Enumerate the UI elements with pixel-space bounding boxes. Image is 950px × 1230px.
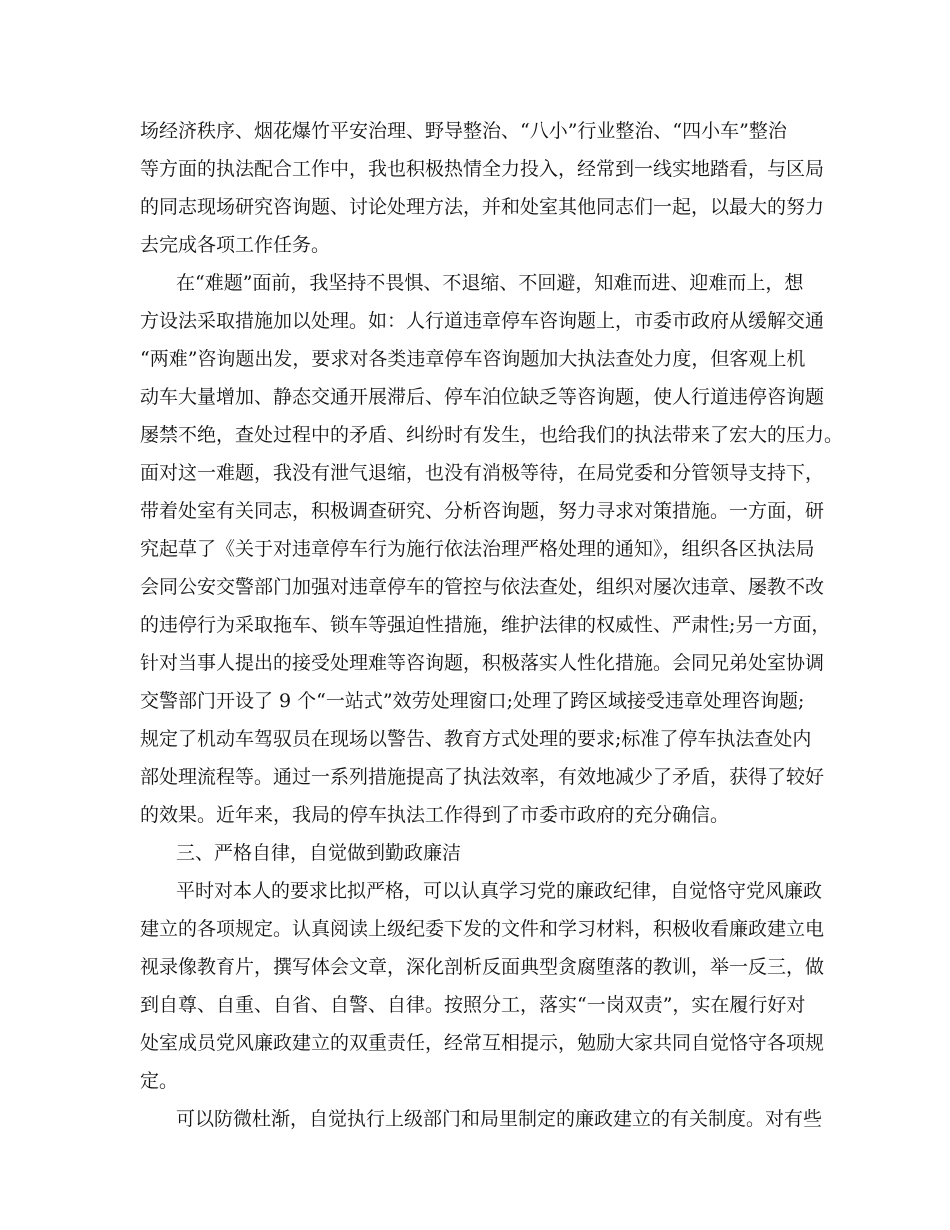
text-line: 屡禁不绝，查处过程中的矛盾、纠纷时有发生，也给我们的执法带来了宏大的压力。 [140,424,844,446]
text-line: 部处理流程等。通过一系列措施提高了执法效率，有效地减少了矛盾，获得了较好 [140,766,825,788]
text-line: 规定了机动车驾驭员在现场以警告、教育方式处理的要求;标准了停车执法查处内 [140,728,812,750]
text-line: 究起草了《关于对违章停车行为施行依法治理严格处理的通知》，组织各区执法局 [140,538,815,560]
paragraph-first-line: 可以防微杜渐，自觉执行上级部门和局里制定的廉政建立的有关制度。对有些 [176,1108,823,1130]
text-line: 场经济秩序、烟花爆竹平安治理、野导整治、“八小”行业整治、“四小车”整治 [140,120,787,142]
text-line: 面对这一难题，我没有泄气退缩，也没有消极等待，在局党委和分管领导支持下， [140,462,825,484]
text-line: 去完成各项工作任务。 [140,234,331,256]
paragraph-first-line: 平时对本人的要求比拟严格，可以认真学习党的廉政纪律，自觉恪守党风廉政 [176,880,823,902]
text-line: 的同志现场研究咨询题、讨论处理方法，并和处室其他同志们一起，以最大的努力 [140,196,825,218]
text-line: 针对当事人提出的接受处理难等咨询题，积极落实人性化措施。会同兄弟处室协调 [140,652,825,674]
text-line: 的违停行为采取拖车、锁车等强迫性措施，维护法律的权威性、严肃性;另一方面， [140,614,831,636]
text-line: 建立的各项规定。认真阅读上级纪委下发的文件和学习材料，积极收看廉政建立电 [140,918,825,940]
text-line: 处室成员党风廉政建立的双重责任，经常互相提示，勉励大家共同自觉恪守各项规 [140,1032,825,1054]
section-heading: 三、严格自律，自觉做到勤政廉洁 [176,842,462,864]
text-line: 方设法采取措施加以处理。如：人行道违章停车咨询题上，市委市政府从缓解交通 [140,310,825,332]
text-line: 会同公安交警部门加强对违章停车的管控与依法查处，组织对屡次违章、屡教不改 [140,576,825,598]
text-line: 到自尊、自重、自省、自警、自律。按照分工，落实“一岗双责”，实在履行好对 [140,994,806,1016]
text-line: 定。 [140,1070,179,1092]
text-line: 带着处室有关同志，积极调查研究、分析咨询题，努力寻求对策措施。一方面，研 [140,500,825,522]
text-line: 等方面的执法配合工作中，我也积极热情全力投入，经常到一线实地踏看，与区局 [140,158,825,180]
text-line: 视录像教育片，撰写体会文章，深化剖析反面典型贪腐堕落的教训，举一反三，做 [140,956,825,978]
paragraph-first-line: 在“难题”面前，我坚持不畏惧、不退缩、不回避，知难而进、迎难而上，想 [176,272,804,294]
text-line: 的效果。近年来，我局的停车执法工作得到了市委市政府的充分确信。 [140,804,730,826]
text-line: “两难”咨询题出发，要求对各类违章停车咨询题加大执法查处力度，但客观上机 [140,348,806,370]
text-line: 动车大量增加、静态交通开展滞后、停车泊位缺乏等咨询题，使人行道违停咨询题 [140,386,825,408]
text-line: 交警部门开设了 9 个“一站式”效劳处理窗口;处理了跨区域接受违章处理咨询题; [140,690,805,712]
